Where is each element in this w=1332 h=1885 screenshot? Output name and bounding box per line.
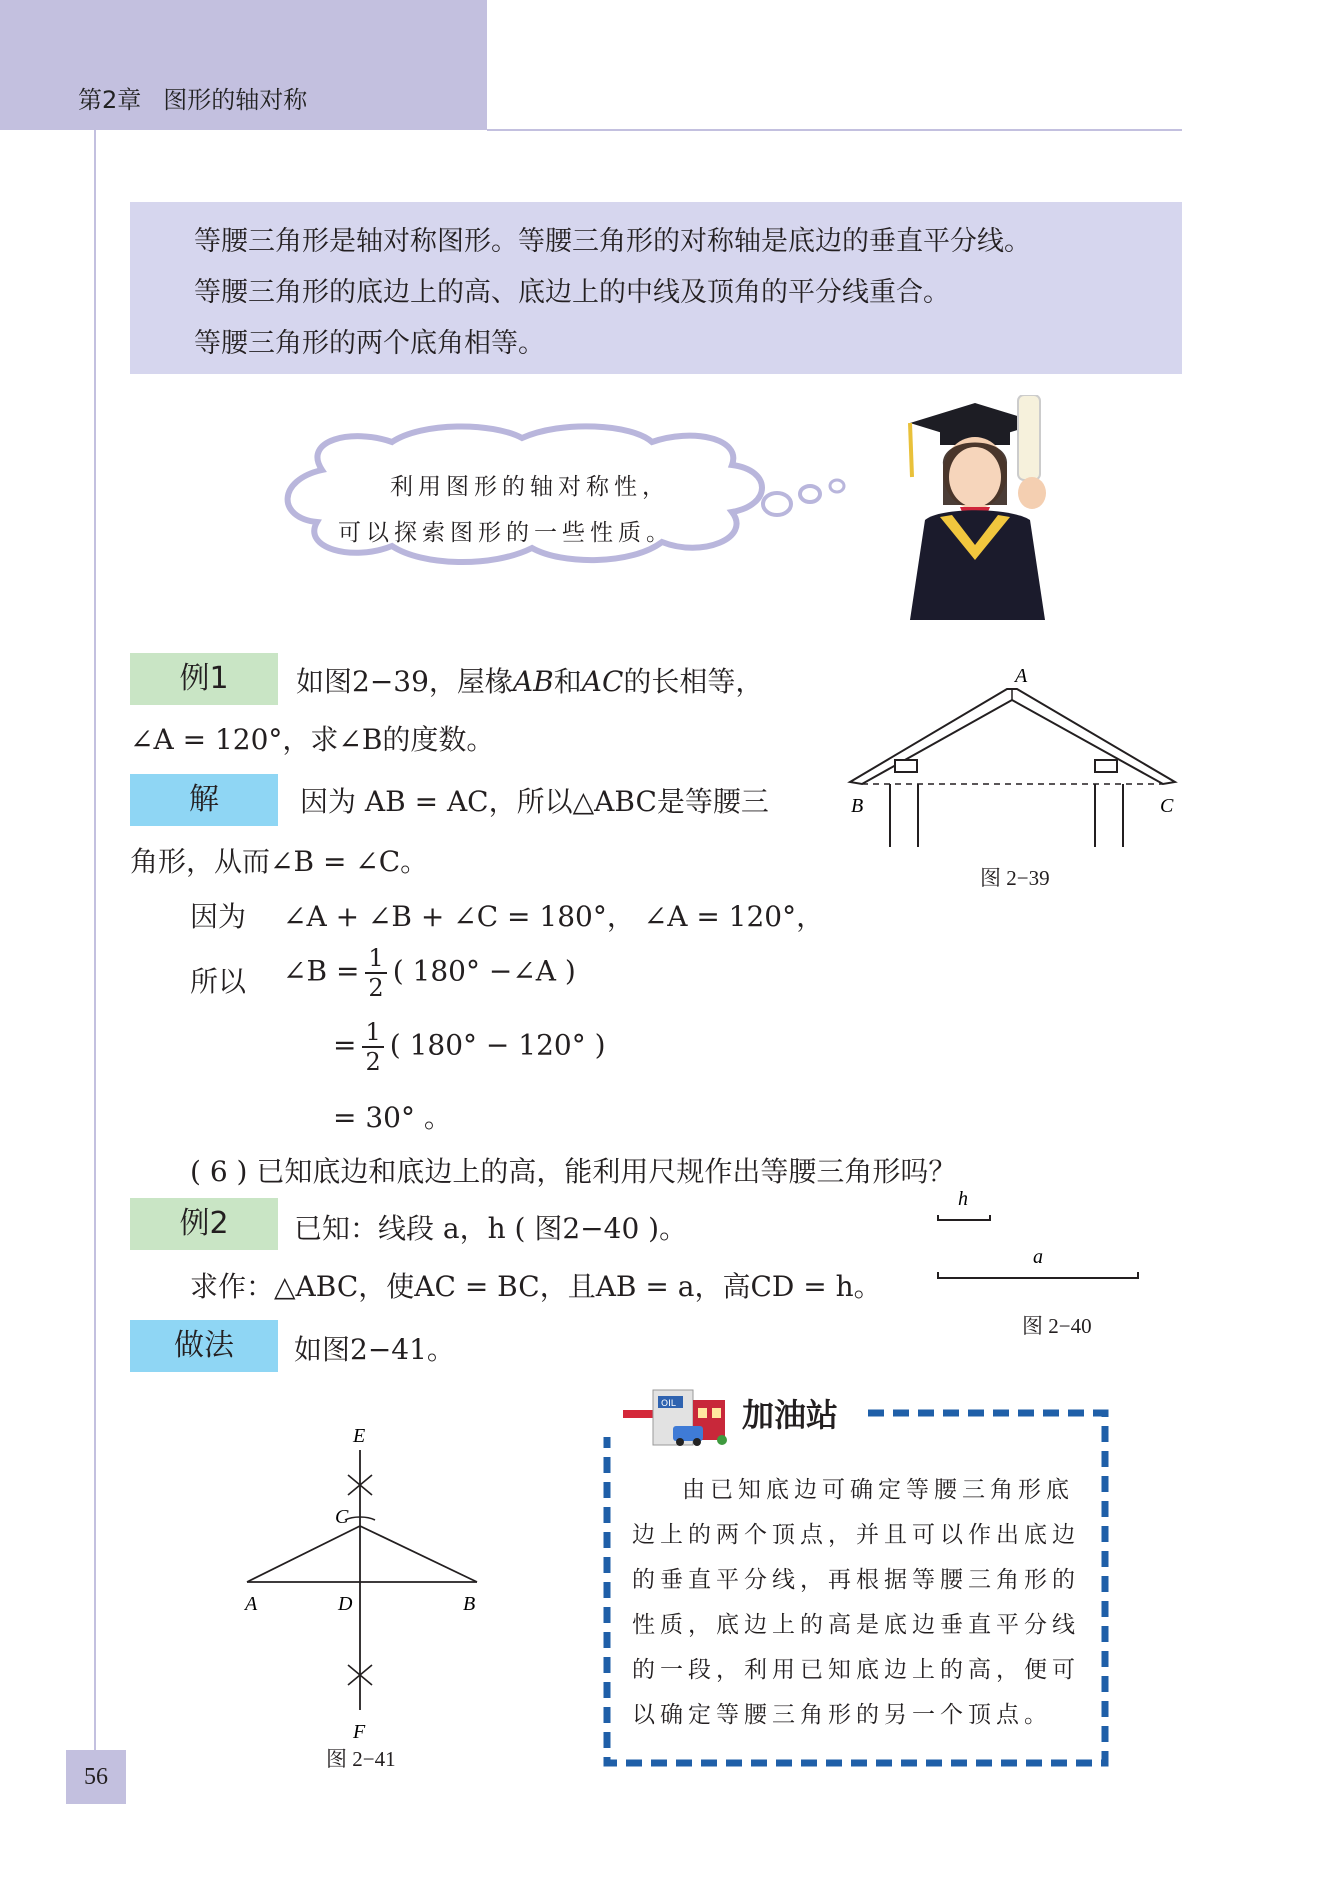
fraction-half: $\frac{1}{2}$ bbox=[362, 1018, 383, 1076]
step3-expression: = 30° 。 bbox=[333, 1101, 452, 1134]
tip-line: 以确定等腰三角形的另一个顶点。 bbox=[632, 1702, 1052, 1728]
so-label: 所以 bbox=[190, 965, 247, 998]
method-text: 如图2−41。 bbox=[294, 1333, 455, 1366]
chapter-number: 第2章 bbox=[78, 86, 142, 114]
fig240-label-a: a bbox=[1033, 1246, 1043, 1268]
fig241-label-d: D bbox=[338, 1593, 353, 1615]
tip-line: 由已知底边可确定等腰三角形底 bbox=[682, 1477, 1074, 1503]
solution-line1: 因为 AB = AC，所以△ABC是等腰三 bbox=[300, 785, 769, 818]
summary-box bbox=[130, 202, 1182, 374]
gas-station-sign-text: OIL bbox=[661, 1399, 676, 1409]
step2-expression: = $\frac{1}{2}$ ( 180° − 120° ) bbox=[333, 1018, 606, 1076]
fig241-label-f: F bbox=[353, 1721, 366, 1743]
solution-tag: 解 bbox=[130, 774, 278, 826]
bubble-line: 利用图形的轴对称性， bbox=[390, 474, 670, 500]
question-6: ( 6 ) 已知底边和底边上的高，能利用尺规作出等腰三角形吗？ bbox=[190, 1155, 957, 1188]
left-margin-rule bbox=[94, 130, 96, 1750]
fig240-label-h: h bbox=[958, 1188, 968, 1210]
fig241-label-e: E bbox=[353, 1425, 366, 1447]
summary-line: 等腰三角形的底边上的高、底边上的中线及顶角的平分线重合。 bbox=[194, 277, 950, 308]
tip-title: 加油站 bbox=[742, 1396, 839, 1434]
tip-body bbox=[632, 1468, 1092, 1738]
figure-2-40-segments bbox=[928, 1185, 1148, 1280]
because-expression: ∠A + ∠B + ∠C = 180°， ∠A = 120°， bbox=[283, 900, 825, 933]
fig241-label-b: B bbox=[463, 1593, 476, 1615]
summary-line: 等腰三角形是轴对称图形。等腰三角形的对称轴是底边的垂直平分线。 bbox=[194, 226, 1031, 257]
chapter-header bbox=[78, 80, 307, 115]
because-label: 因为 bbox=[190, 900, 247, 933]
tip-line: 的一段，利用已知底边上的高，便可 bbox=[632, 1657, 1080, 1683]
gas-station-icon bbox=[618, 1378, 738, 1453]
fig239-label-b: B bbox=[851, 795, 864, 817]
example2-given: 已知：线段 a，h ( 图2−40 )。 bbox=[294, 1212, 688, 1245]
header-rule bbox=[487, 129, 1182, 131]
fig239-label-a: A bbox=[1015, 665, 1028, 687]
fraction-half: $\frac{1}{2}$ bbox=[365, 944, 386, 1002]
fig239-label-c: C bbox=[1160, 795, 1174, 817]
example2-construct: 求作：△ABC，使AC = BC，且AB = a，高CD = h。 bbox=[190, 1270, 882, 1303]
page-number: 56 bbox=[66, 1750, 126, 1804]
method-tag: 做法 bbox=[130, 1320, 278, 1372]
figure-2-40-caption: 图 2−40 bbox=[1022, 1314, 1092, 1338]
fig241-label-c: C bbox=[335, 1506, 349, 1528]
fig241-label-a: A bbox=[245, 1593, 258, 1615]
tip-line: 边上的两个顶点，并且可以作出底边 bbox=[632, 1522, 1080, 1548]
example2-tag: 例2 bbox=[130, 1198, 278, 1250]
step1-expression: ∠B = $\frac{1}{2}$ ( 180° −∠A ) bbox=[283, 944, 576, 1002]
example1-line1: 如图2−39，屋椽AB和AC的长相等， bbox=[296, 665, 764, 698]
graduate-child-illustration bbox=[880, 395, 1070, 620]
solution-line2: 角形，从而∠B = ∠C。 bbox=[130, 845, 429, 878]
example1-line2: ∠A = 120°，求∠B的度数。 bbox=[130, 723, 495, 756]
figure-2-39-caption: 图 2−39 bbox=[980, 866, 1050, 890]
tip-line: 的垂直平分线，再根据等腰三角形的 bbox=[632, 1567, 1080, 1593]
bubble-line: 可以探索图形的一些性质。 bbox=[338, 520, 674, 546]
figure-2-41-caption: 图 2−41 bbox=[326, 1747, 396, 1771]
chapter-title: 图形的轴对称 bbox=[163, 86, 308, 114]
tip-line: 性质，底边上的高是底边垂直平分线 bbox=[632, 1612, 1080, 1638]
summary-line: 等腰三角形的两个底角相等。 bbox=[194, 328, 545, 359]
example1-tag: 例1 bbox=[130, 653, 278, 705]
figure-2-39-roof bbox=[845, 662, 1180, 862]
figure-2-41-construction bbox=[235, 1420, 495, 1750]
